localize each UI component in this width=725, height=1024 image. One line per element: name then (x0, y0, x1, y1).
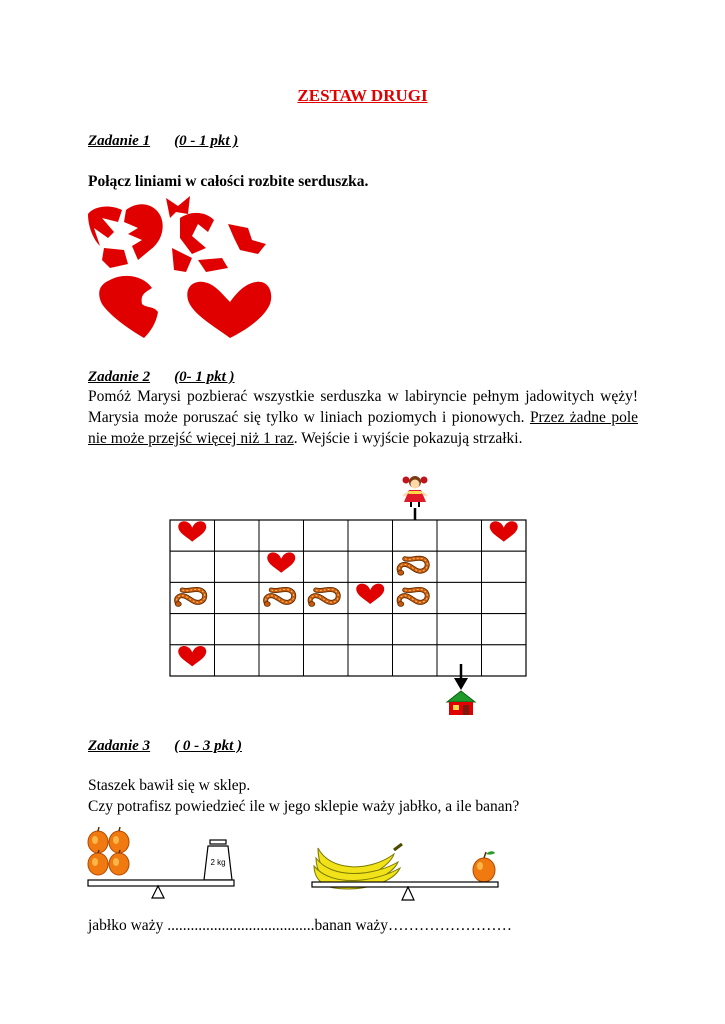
maze-cell (348, 520, 393, 551)
maze-cell (304, 520, 349, 551)
scale-beam (88, 880, 234, 886)
scale-apples-vs-weight (86, 826, 236, 906)
maze-cell (215, 520, 260, 551)
scale-fulcrum (402, 887, 414, 900)
maze-cell (215, 582, 260, 613)
heart-piece-7 (172, 248, 192, 272)
task3-line2: Czy potrafisz powiedzieć ile w jego sklepie waży jabłko, a ile banan? (88, 798, 520, 815)
maze-cell (259, 645, 304, 676)
maze-cell (348, 614, 393, 645)
task3-points: ( 0 - 3 pkt ) (174, 738, 242, 754)
exit-arrow-icon (453, 664, 469, 690)
task2-text-underlined: Przez żadne pole nie może przejść więcej niż 1 raz (88, 409, 639, 447)
girl-icon (400, 474, 430, 508)
maze-cell (304, 551, 349, 582)
page-title: ZESTAW DRUGI (297, 86, 428, 105)
scale-fulcrum (152, 886, 164, 898)
task1-heading (88, 133, 238, 150)
maze-cell (482, 614, 527, 645)
snake-maze (170, 520, 526, 676)
maze-cell (215, 614, 260, 645)
house-icon (445, 690, 477, 716)
task1-points: (0 - 1 pkt ) (174, 133, 239, 149)
maze-cell (259, 520, 304, 551)
task2-number: Zadanie 2 (88, 369, 151, 385)
task2-points: (0- 1 pkt ) (174, 369, 235, 385)
maze-cell (170, 614, 215, 645)
maze-cell (304, 645, 349, 676)
heart-piece-2 (124, 204, 163, 260)
broken-hearts-illustration (80, 188, 310, 348)
maze-cell (215, 645, 260, 676)
maze-cell (437, 520, 482, 551)
heart-piece-8 (198, 258, 228, 272)
task1-number: Zadanie 1 (88, 133, 151, 149)
maze-cell (259, 614, 304, 645)
maze-cell (482, 645, 527, 676)
task2-heading (88, 369, 235, 386)
heart-piece-5 (228, 224, 266, 254)
task2-description (88, 386, 638, 449)
maze-cell (437, 614, 482, 645)
maze-cell (348, 551, 393, 582)
maze-cell (393, 645, 438, 676)
task3-heading (88, 738, 242, 755)
scale-bananas-vs-apple (310, 836, 510, 906)
heart-piece-1 (88, 207, 122, 246)
maze-cell (437, 582, 482, 613)
heart-piece-4 (180, 213, 214, 254)
apple-stack-icon (88, 827, 129, 875)
maze-cell (304, 614, 349, 645)
task1-instruction: Połącz liniami w całości rozbite serduszka. (88, 173, 369, 190)
heart-piece-6 (102, 248, 128, 268)
scale-beam (312, 882, 498, 887)
task2-text-end: . Wejście i wyjście pokazują strzałki. (293, 430, 523, 447)
maze-cell (393, 520, 438, 551)
heart-whole (187, 282, 271, 338)
maze-cell (170, 551, 215, 582)
task3-line1: Staszek bawił się w sklep. (88, 777, 251, 794)
maze-cell (482, 582, 527, 613)
maze-cell (393, 614, 438, 645)
apple-icon (473, 851, 495, 882)
task3-answer-line: jabłko waży ......................................banan waży…………………… (88, 917, 513, 934)
maze-cell (215, 551, 260, 582)
heart-piece-3 (166, 196, 190, 218)
maze-cell (437, 551, 482, 582)
heart-piece-9 (99, 276, 158, 338)
task2-text-start: Pomóż Marysi pozbierać wszystkie serduszka w labiryncie pełnym jadowitych węży! Marysia może poruszać się tylko w liniach poziomych i pionowych. (88, 388, 638, 426)
weight-label: 2 kg (210, 858, 226, 867)
task3-number: Zadanie 3 (88, 738, 151, 754)
maze-cell (482, 551, 527, 582)
maze-cell (348, 645, 393, 676)
